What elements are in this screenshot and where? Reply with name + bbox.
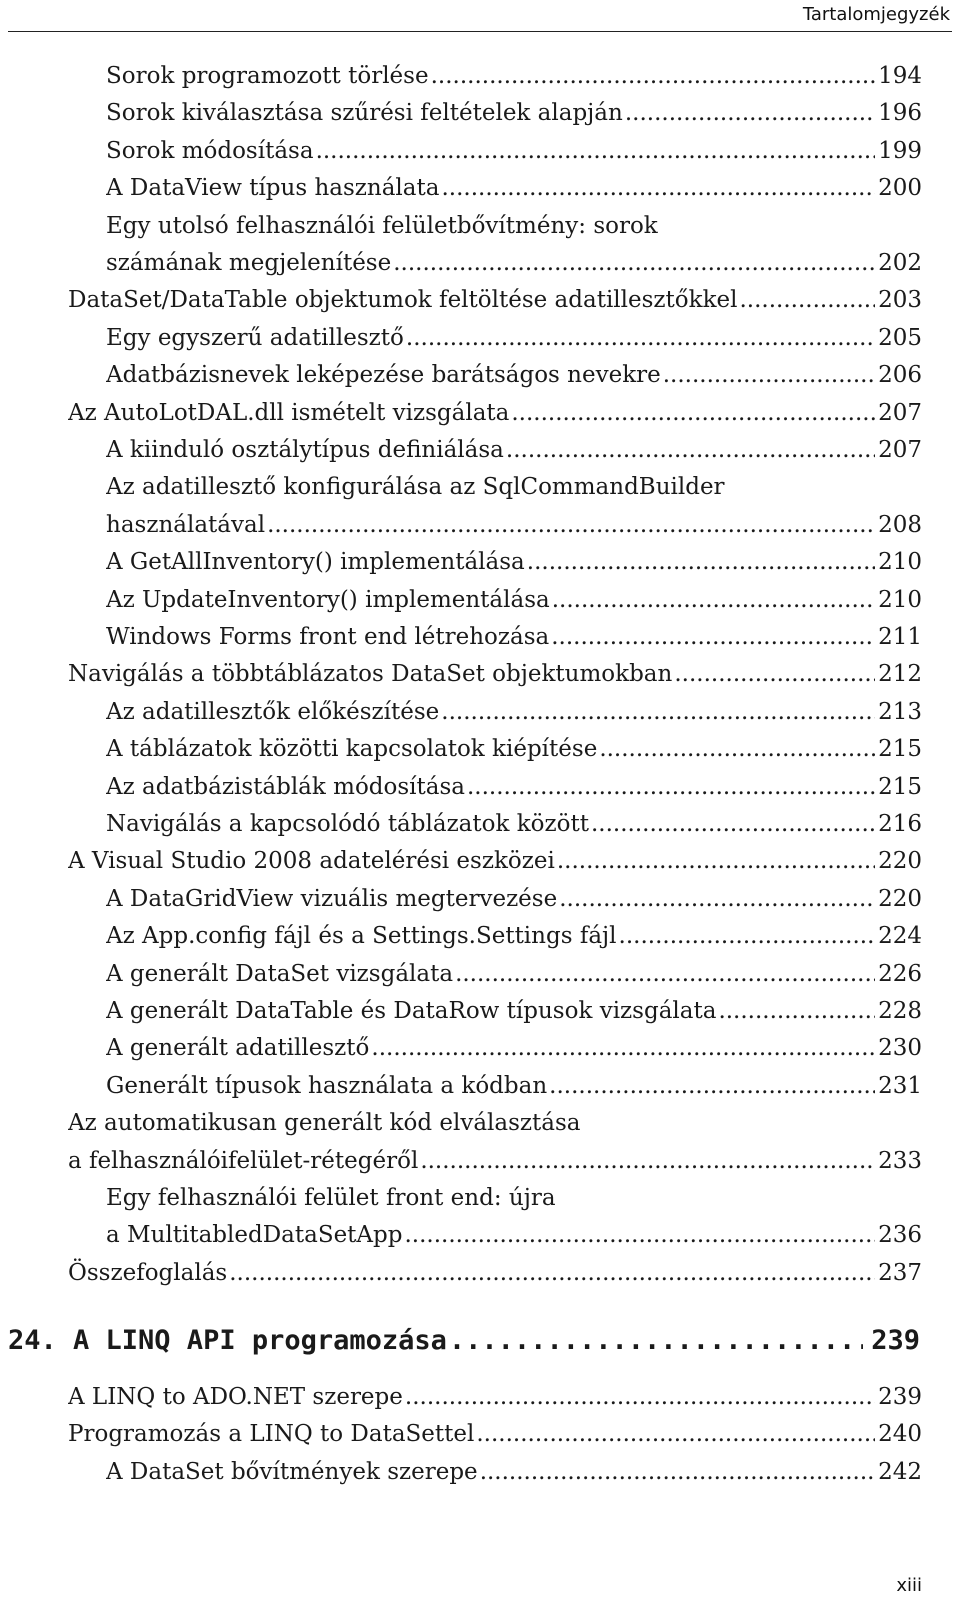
toc-entry-page: 239 [878, 1384, 922, 1410]
toc-leader-dots [591, 805, 875, 843]
toc-entry-page: 207 [878, 437, 922, 463]
toc-leader-dots [552, 581, 875, 619]
toc-leader-dots [404, 1216, 875, 1254]
toc-entry[interactable] [68, 1415, 922, 1453]
toc-leader-dots [549, 1067, 875, 1105]
toc-leader-dots [674, 655, 875, 693]
toc-entry-page: 240 [878, 1421, 922, 1448]
toc-entry-title: A táblázatok közötti kapcsolatok kiépítése [106, 736, 598, 763]
page-number: xiii [896, 1575, 922, 1596]
toc-entry-page: 233 [878, 1147, 922, 1174]
toc-entry-title: A generált DataTable és DataRow típusok vizsgálata [106, 998, 717, 1024]
toc-entry[interactable] [106, 319, 922, 357]
toc-entry-page: 210 [878, 549, 922, 576]
toc-entry-title: Az automatikusan generált kód elválasztása [68, 1110, 581, 1137]
toc-entry[interactable] [106, 581, 922, 619]
toc-entry-title: Az adatbázistáblák módosítása [106, 773, 465, 800]
toc-entry-page: 212 [878, 661, 922, 688]
toc-entry-title: Az App.config fájl és a Settings.Settings fájl [106, 923, 617, 950]
toc-entry-title: Egy egyszerű adatillesztő [106, 324, 404, 351]
toc-entry-title: Navigálás a többtáblázatos DataSet objektumokban [68, 661, 673, 688]
toc-entry[interactable] [106, 1067, 922, 1105]
toc-entry-title: A DataGridView vizuális megtervezése [106, 885, 558, 912]
toc-leader-dots [405, 1378, 875, 1416]
toc-leader-dots [718, 992, 875, 1030]
toc-entry-title: Az adatillesztő konfigurálása az SqlCommandBuilder [106, 474, 725, 501]
chapter-title: 24. A LINQ API programozása [8, 1325, 447, 1356]
toc-leader-dots [455, 955, 875, 993]
toc-entry-title: Egy felhasználói felület front end: újra [106, 1185, 556, 1211]
toc-entry-page: 206 [878, 362, 922, 389]
header-rule [8, 31, 952, 32]
toc-entry-title: A DataSet bővítmények szerepe [106, 1458, 478, 1485]
toc-entry[interactable] [106, 132, 922, 170]
toc-entry-page: 231 [878, 1072, 922, 1099]
toc-entry[interactable] [106, 94, 922, 132]
toc-leader-dots [229, 1254, 875, 1292]
toc-entry-title: Az AutoLotDAL.dll ismételt vizsgálata [68, 399, 510, 426]
toc-leader-dots [480, 1453, 875, 1491]
toc-entry-title: Programozás a LINQ to DataSettel [68, 1421, 475, 1448]
toc-entry-title: Generált típusok használata a kódban [106, 1072, 548, 1099]
toc-entry[interactable] [106, 543, 922, 581]
toc-leader-dots [441, 693, 875, 731]
toc-entry-title: Sorok kiválasztása szűrési feltételek alapján [106, 100, 623, 127]
toc-entry-title: használatával [106, 511, 266, 538]
toc-entry-title: DataSet/DataTable objektumok feltöltése adatillesztőkkel [68, 287, 738, 314]
toc-leader-dots [599, 730, 875, 768]
toc-entry[interactable] [68, 1378, 922, 1416]
toc-entry-title: Sorok módosítása [106, 137, 314, 164]
toc-entry-page: 215 [878, 773, 922, 800]
toc-entry-page: 196 [878, 100, 922, 127]
toc-entry[interactable] [68, 842, 922, 880]
header-title: Tartalomjegyzék [802, 4, 950, 25]
toc-leader-dots [476, 1415, 875, 1453]
toc-entry-page: 213 [878, 698, 922, 725]
toc-entry[interactable] [106, 768, 922, 806]
toc-leader-dots [619, 917, 876, 955]
toc-entry[interactable] [106, 1029, 922, 1067]
toc-entry[interactable] [106, 955, 922, 993]
toc-entry[interactable] [106, 431, 922, 469]
toc-entry-title: Az UpdateInventory() implementálása [106, 586, 550, 613]
toc-entry-page: 220 [878, 848, 922, 875]
toc-entry-title: A generált adatillesztő [106, 1035, 370, 1062]
toc-leader-dots [316, 132, 876, 170]
toc-entry[interactable] [106, 1179, 922, 1217]
toc-entry-title: A GetAllInventory() implementálása [106, 549, 525, 576]
toc-entry-title: Navigálás a kapcsolódó táblázatok között [106, 811, 589, 837]
toc-entry[interactable] [106, 1453, 922, 1491]
toc-entry-page: 205 [878, 324, 922, 351]
toc-entry-page: 236 [878, 1222, 922, 1249]
toc-entry[interactable] [106, 57, 922, 95]
toc-entry[interactable] [68, 394, 922, 432]
toc-entry[interactable] [68, 655, 922, 693]
toc-entry[interactable] [106, 1216, 922, 1254]
toc-entry-page: 224 [878, 923, 922, 950]
toc-entry-page: 211 [878, 624, 922, 650]
toc-leader-dots [371, 1029, 875, 1067]
toc-entry-title: A LINQ to ADO.NET szerepe [68, 1384, 403, 1410]
toc-entry-page: 207 [878, 399, 922, 426]
toc-leader-dots [420, 1142, 875, 1180]
chapter-heading [8, 1320, 920, 1362]
toc-entry[interactable] [68, 1104, 922, 1142]
toc-entry-title: Egy utolsó felhasználói felületbővítmény: sorok [106, 212, 658, 239]
toc-entry-title: A Visual Studio 2008 adatelérési eszközei [68, 848, 555, 875]
toc-entry-title: számának megjelenítése [106, 250, 392, 276]
toc-entry-page: 202 [878, 250, 922, 276]
toc-entry[interactable] [106, 468, 922, 506]
toc-leader-dots [551, 618, 875, 656]
chapter-page: 239 [871, 1325, 920, 1356]
toc-entry-page: 237 [878, 1259, 922, 1286]
toc-leader-dots [511, 394, 875, 432]
toc-leader-dots [406, 319, 875, 357]
chapter-leader-dots [449, 1320, 863, 1362]
toc-leader-dots [393, 244, 875, 282]
toc-entry-title: Összefoglalás [68, 1259, 228, 1286]
toc-entry-page: 226 [878, 960, 922, 987]
toc-entry[interactable] [106, 356, 922, 394]
toc-entry-page: 208 [878, 511, 922, 538]
toc-entry-title: Adatbázisnevek leképezése barátságos nevekre [106, 362, 661, 389]
toc-entry[interactable] [106, 992, 922, 1030]
toc-entry[interactable] [106, 618, 922, 656]
toc-leader-dots [267, 506, 875, 544]
toc-entry-title: Sorok programozott törlése [106, 63, 429, 89]
toc-leader-dots [467, 768, 875, 806]
toc-leader-dots [625, 94, 875, 132]
toc-entry-title: Az adatillesztők előkészítése [106, 698, 440, 725]
toc-entry[interactable] [68, 1142, 922, 1180]
toc-leader-dots [739, 281, 875, 319]
toc-leader-dots [527, 543, 875, 581]
toc-entry-title: a MultitabledDataSetApp [106, 1222, 403, 1249]
toc-entry-page: 203 [878, 287, 922, 314]
toc-entry-page: 215 [878, 736, 922, 763]
toc-entry-page: 199 [878, 137, 922, 164]
toc-leader-dots [557, 842, 875, 880]
toc-leader-dots [431, 57, 876, 95]
toc-entry[interactable] [106, 917, 922, 955]
toc-entry-title: A DataView típus használata [106, 175, 440, 202]
toc-entry[interactable] [106, 244, 922, 282]
toc-entry-title: a felhasználóifelület-rétegéről [68, 1147, 419, 1174]
toc-leader-dots [559, 880, 875, 918]
toc-entry-page: 242 [878, 1458, 922, 1485]
toc-entry-page: 200 [878, 175, 922, 202]
toc-entry-page: 194 [878, 63, 922, 89]
toc-entry-title: A kiinduló osztálytípus definiálása [106, 437, 504, 463]
toc-entry[interactable] [106, 880, 922, 918]
toc-entry[interactable] [68, 281, 922, 319]
toc-entry-page: 220 [878, 885, 922, 912]
toc-entry[interactable] [68, 1254, 922, 1292]
toc-leader-dots [663, 356, 875, 394]
toc-entry[interactable] [106, 693, 922, 731]
toc-entry[interactable] [106, 506, 922, 544]
toc-entry[interactable] [106, 207, 922, 245]
toc-leader-dots [441, 169, 875, 207]
toc-entry-title: Windows Forms front end létrehozása [106, 624, 550, 650]
toc-entry[interactable] [106, 730, 922, 768]
toc-entry[interactable] [106, 169, 922, 207]
toc-entry[interactable] [106, 805, 922, 843]
toc-entry-page: 228 [878, 998, 922, 1024]
toc-leader-dots [506, 431, 875, 469]
toc-entry-page: 230 [878, 1035, 922, 1062]
toc-entry-title: A generált DataSet vizsgálata [106, 960, 454, 987]
toc-entry-page: 216 [878, 811, 922, 837]
toc-entry-page: 210 [878, 586, 922, 613]
